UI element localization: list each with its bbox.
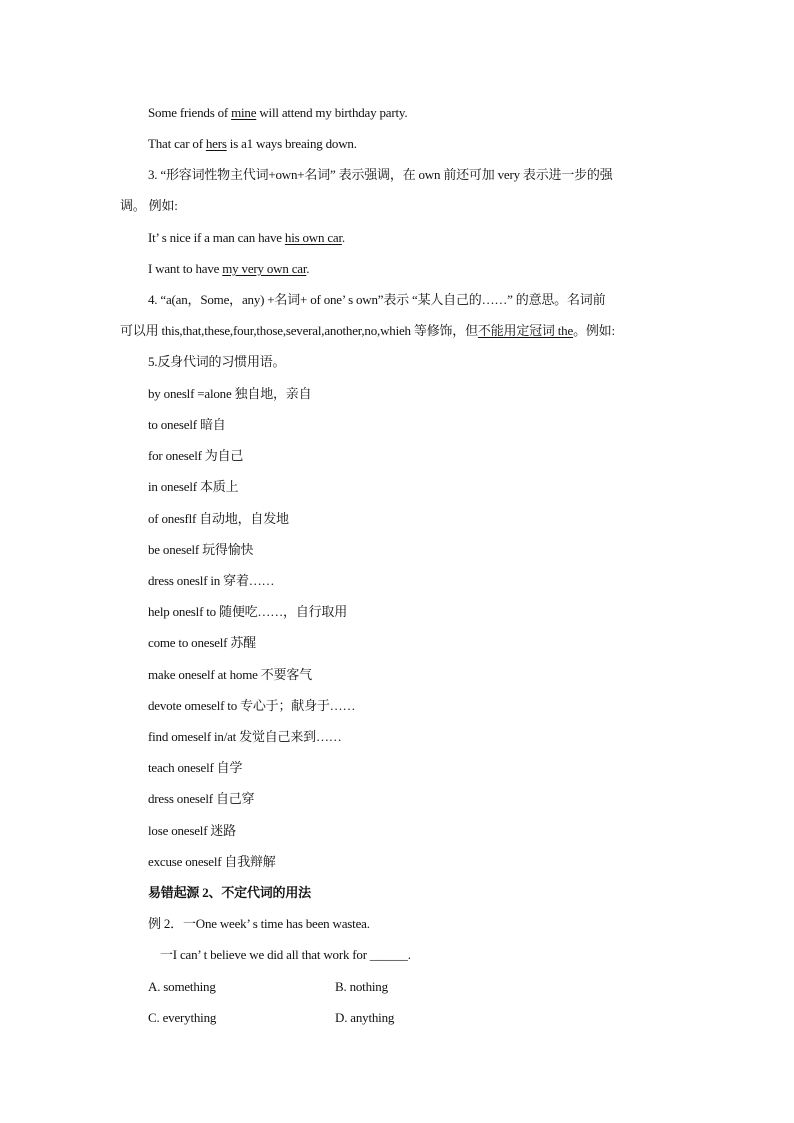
option-b: B. nothing bbox=[335, 979, 388, 994]
list-item: to oneself 暗自 bbox=[148, 417, 226, 432]
list-item: dress oneself 自己穿 bbox=[148, 791, 255, 806]
list-item: help oneslf to 随便吃……，自行取用 bbox=[148, 604, 348, 619]
rule-3-text: 3. “形容词性物主代词+own+名词” 表示强调，在 own 前还可加 very 表示进一步的强 bbox=[148, 167, 613, 182]
list-item: devote omeself to 专心于；献身于…… bbox=[148, 698, 356, 713]
list-item: of onesflf 自动地，自发地 bbox=[148, 511, 289, 526]
option-d: D. anything bbox=[335, 1010, 395, 1025]
example-reply: 一I can’ t believe we did all that work for ______. bbox=[160, 947, 411, 962]
rule-5-title: 5.反身代词的习惯用语。 bbox=[148, 354, 286, 369]
example-sentence-mine: Some friends of mine will attend my birthday party. bbox=[148, 105, 408, 120]
list-item: excuse oneself 自我辩解 bbox=[148, 854, 276, 869]
list-item: dress oneslf in 穿着…… bbox=[148, 573, 275, 588]
list-item: come to oneself 苏醒 bbox=[148, 635, 256, 650]
section-heading: 易错起源 2、不定代词的用法 bbox=[148, 885, 311, 900]
list-item: in oneself 本质上 bbox=[148, 479, 239, 494]
example-very-own-car: I want to have my very own car. bbox=[148, 261, 310, 276]
list-item: for oneself 为自己 bbox=[148, 448, 244, 463]
rule-4-text: 4. “a(an，Some，any) +名词+ of one’ s own”表示 “某人自己的……” 的意思。名词前 bbox=[148, 292, 606, 307]
example-sentence-hers: That car of hers is a1 ways breaing down. bbox=[148, 136, 357, 151]
example-own-car: It’ s nice if a man can have his own car. bbox=[148, 230, 345, 245]
list-item: find omeself in/at 发觉自己来到…… bbox=[148, 729, 342, 744]
list-item: teach oneself 自学 bbox=[148, 760, 243, 775]
option-c: C. everything bbox=[148, 1010, 217, 1025]
example-question: 例 2．一One week’ s time has been wastea. bbox=[148, 916, 370, 931]
list-item: be oneself 玩得愉快 bbox=[148, 542, 254, 557]
rule-3-continuation: 调。 例如: bbox=[120, 198, 178, 213]
list-item: by oneslf =alone 独自地，亲自 bbox=[148, 386, 312, 401]
list-item: lose oneself 迷路 bbox=[148, 823, 236, 838]
list-item: make oneself at home 不要客气 bbox=[148, 667, 312, 682]
rule-4-continuation: 可以用 this,that,these,four,those,several,another,no,whieh 等修饰，但不能用定冠词 the。例如: bbox=[120, 323, 615, 338]
option-a: A. something bbox=[148, 979, 216, 994]
